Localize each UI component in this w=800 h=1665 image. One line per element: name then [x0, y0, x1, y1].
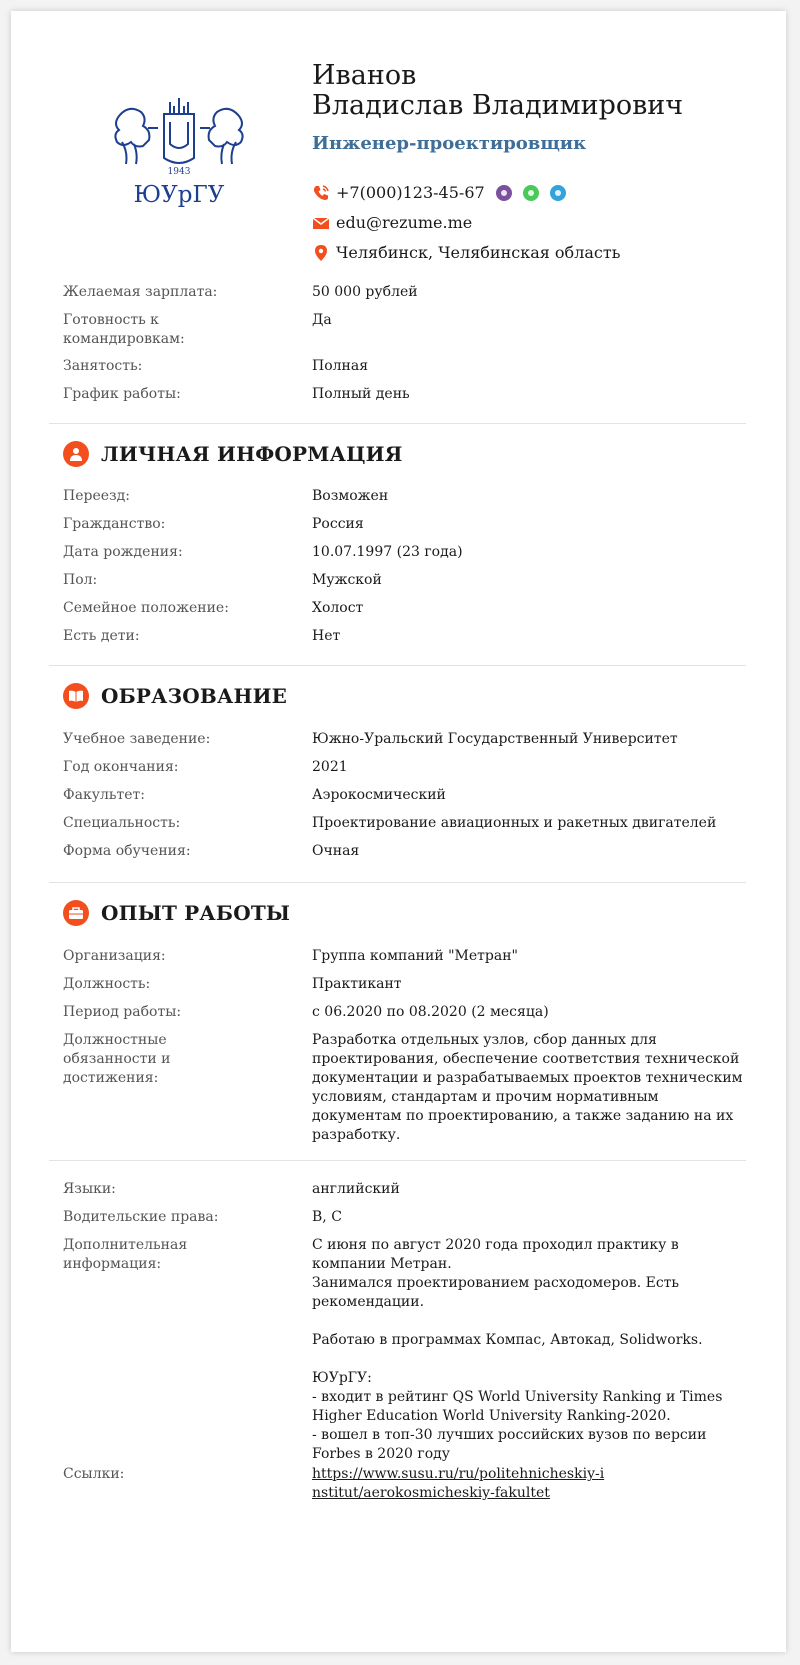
contact-phone — [312, 183, 566, 202]
row-label: Желаемая зарплата: — [63, 284, 218, 300]
row-value: с 06.2020 по 08.2020 (2 месяца) — [312, 1004, 549, 1020]
row-value: Проектирование авиационных и ракетных двигателей — [312, 815, 717, 831]
row-label: Готовность к командировкам: — [63, 312, 185, 347]
candidate-given-names: Владислав Владимирович — [312, 90, 684, 121]
telegram-icon[interactable] — [550, 185, 566, 201]
person-icon — [63, 441, 89, 467]
book-icon — [63, 683, 89, 709]
external-link[interactable]: https://www.susu.ru/ru/politehnicheskiy-institut/aerokosmicheskiy-fakultet — [312, 1466, 605, 1501]
row-value: Разработка отдельных узлов, сбор данных для проектирования, обеспечение соответствия технической документации и разрабатываемых проектов техническим условиям, стандартам и прочим нормативным документам по проектированию, а также заданию на их разработку. — [312, 1032, 743, 1143]
briefcase-icon — [63, 900, 89, 926]
row-label: Специальность: — [63, 815, 181, 831]
section-title-text: ОБРАЗОВАНИЕ — [101, 684, 288, 708]
row-value: Россия — [312, 516, 364, 532]
row-value: Полный день — [312, 386, 410, 402]
candidate-name — [312, 61, 683, 121]
section-title-text: ЛИЧНАЯ ИНФОРМАЦИЯ — [101, 442, 403, 466]
whatsapp-icon[interactable] — [523, 185, 539, 201]
row-label: Форма обучения: — [63, 843, 191, 859]
row-label: Языки: — [63, 1181, 116, 1197]
row-label: Дата рождения: — [63, 544, 183, 560]
section-divider — [49, 1160, 746, 1161]
row-value: 10.07.1997 (23 года) — [312, 544, 463, 560]
row-label: Занятость: — [63, 358, 143, 374]
row-label: Организация: — [63, 948, 166, 964]
row-value: 50 000 рублей — [312, 284, 418, 300]
row-label: Ссылки: — [63, 1466, 125, 1482]
row-label: Семейное положение: — [63, 600, 229, 616]
row-value: Очная — [312, 843, 360, 859]
row-label: Есть дети: — [63, 628, 140, 644]
row-value: английский — [312, 1181, 400, 1197]
candidate-position: Инженер-проектировщик — [312, 133, 587, 154]
logo-year: 1943 — [167, 167, 191, 177]
phone-icon — [312, 184, 330, 202]
resume-sheet — [11, 11, 786, 1652]
section-title-text: ОПЫТ РАБОТЫ — [101, 901, 291, 925]
section-title-personal — [63, 441, 403, 467]
viber-icon[interactable] — [496, 185, 512, 201]
phone-number[interactable]: +7(000)123-45-67 — [336, 183, 485, 202]
university-emblem-icon — [104, 96, 254, 226]
row-label: Должностные обязанности и достижения: — [63, 1032, 171, 1086]
row-label: Дополнительная информация: — [63, 1237, 188, 1272]
row-value: Да — [312, 312, 332, 328]
email-address[interactable]: edu@rezume.me — [336, 213, 473, 232]
row-value: Аэрокосмический — [312, 787, 446, 803]
row-value: Практикант — [312, 976, 402, 992]
row-label: Гражданство: — [63, 516, 166, 532]
section-title-education — [63, 683, 287, 709]
section-title-experience — [63, 900, 290, 926]
row-label: Переезд: — [63, 488, 130, 504]
row-label: Пол: — [63, 572, 98, 588]
location-text: Челябинск, Челябинская область — [336, 243, 621, 262]
row-label: Год окончания: — [63, 759, 179, 775]
row-value: 2021 — [312, 759, 348, 775]
row-value: Холост — [312, 600, 364, 616]
section-divider — [49, 665, 746, 666]
row-value: Нет — [312, 628, 341, 644]
contact-email — [312, 213, 472, 232]
row-value: Группа компаний "Метран" — [312, 948, 519, 964]
envelope-icon — [312, 214, 330, 232]
row-value: С июня по август 2020 года проходил практику в компании Метран. Занимался проектированием расходомеров. Есть рекомендации. Работаю в программах Компас, Автокад, Solidworks. ЮУрГУ: - входит в рейтинг QS World University Ranking и Times Higher Education World University Ranking-2020. - вошел в топ-30 лучших российских вузов по версии Forbes в 2020 году — [312, 1237, 723, 1462]
candidate-surname: Иванов — [312, 60, 417, 91]
location-pin-icon — [312, 244, 330, 262]
row-label: Должность: — [63, 976, 151, 992]
logo-abbr: ЮУрГУ — [133, 182, 225, 208]
row-label: Факультет: — [63, 787, 145, 803]
row-value: Южно-Уральский Государственный Университет — [312, 731, 678, 747]
university-logo — [104, 96, 254, 226]
row-value: Возможен — [312, 488, 389, 504]
row-value: Полная — [312, 358, 369, 374]
row-value: Мужской — [312, 572, 382, 588]
contact-location — [312, 243, 620, 262]
row-label: Учебное заведение: — [63, 731, 211, 747]
section-divider — [49, 423, 746, 424]
row-label: Период работы: — [63, 1004, 182, 1020]
row-value: B, C — [312, 1209, 342, 1225]
row-label: График работы: — [63, 386, 181, 402]
section-divider — [49, 882, 746, 883]
resume-header — [11, 11, 786, 281]
row-label: Водительские права: — [63, 1209, 219, 1225]
